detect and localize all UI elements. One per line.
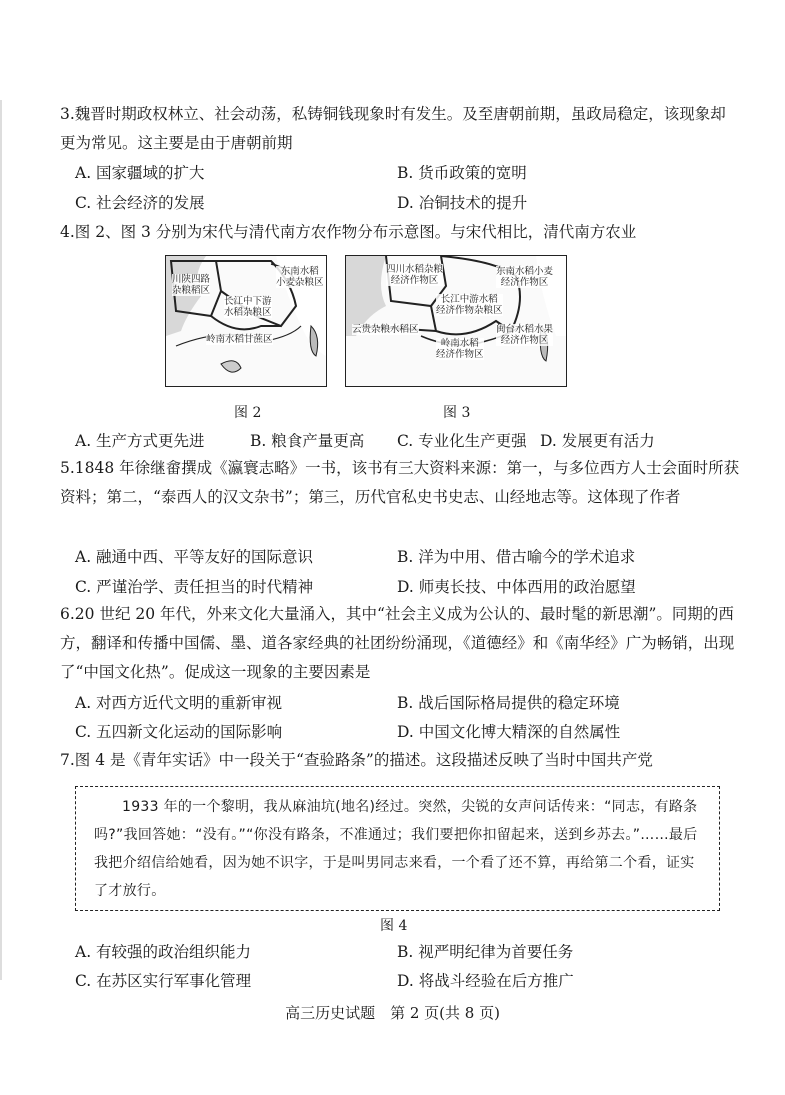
figure-4-quote-text: 1933 年的一个黎明，我从麻油坑(地名)经过。突然，尖锐的女声问话传来：“同志，有路条吗?”我回答她：“没有。”“你没有路条，不准通过；我们要把你扣留起来，送到乡苏去。”……最后我把介绍信给她看，因为她不识字，于是叫男同志来看，一个看了还不算，再给第二个看，证实了才放行。 — [94, 799, 698, 899]
map3-region-2: 东南水稻小麦 经济作物区 — [496, 266, 554, 288]
figure-3-map — [345, 255, 567, 387]
map2-region-2: 东南水稻 小麦杂粮区 — [276, 266, 324, 288]
q4-option-d: D. 发展更有活力 — [540, 432, 655, 450]
map2-region-3: 长江中下游 水稻杂粮区 — [224, 296, 272, 318]
q3-option-b: B. 货币政策的宽明 — [397, 164, 527, 182]
q7-option-b: B. 视严明纪律为首要任务 — [397, 943, 574, 961]
question-6-stem: 6.20 世纪 20 年代，外来文化大量涌入，其中“社会主义成为公认的、最时髦的新思潮”。同期的西方，翻译和传播中国儒、墨、道各家经典的社团纷纷涌现，《道德经》和《南华经》广为畅销，出现了“中国文化热”。促成这一现象的主要因素是 — [60, 605, 735, 681]
q7-option-a: A. 有较强的政治组织能力 — [75, 943, 252, 961]
scan-edge — [0, 100, 2, 980]
figure-2-caption: 图 2 — [234, 405, 262, 421]
q3-option-d: D. 冶铜技术的提升 — [397, 194, 528, 212]
q5-option-c: C. 严谨治学、责任担当的时代精神 — [75, 578, 314, 596]
figure-3-caption: 图 3 — [443, 405, 471, 421]
q5-option-b: B. 洋为中用、借古喻今的学术追求 — [397, 548, 636, 566]
q7-option-d: D. 将战斗经验在后方推广 — [397, 972, 574, 990]
q4-option-b: B. 粮食产量更高 — [250, 432, 365, 450]
q4-option-c: C. 专业化生产更强 — [397, 432, 527, 450]
q4-option-a: A. 生产方式更先进 — [75, 432, 205, 450]
map3-region-6: 闽台水稻水果 经济作物区 — [496, 324, 554, 346]
map3-region-1: 四川水稻杂粮 经济作物区 — [386, 264, 444, 286]
map2-region-1: 川陕四路 杂粮稻区 — [172, 274, 211, 296]
page-footer: 高三历史试题 第 2 页(共 8 页) — [285, 1004, 500, 1022]
map3-region-3: 长江中游水稻 经济作物杂粮区 — [436, 294, 503, 316]
q3-option-c: C. 社会经济的发展 — [75, 194, 205, 212]
question-3-stem: 3.魏晋时期政权林立、社会动荡，私铸铜钱现象时有发生。及至唐朝前期，虽政局稳定，该现象却更为常见。这主要是由于唐朝前期 — [60, 105, 726, 152]
question-7-stem: 7.图 4 是《青年实话》中一段关于“查验路条”的描述。这段描述反映了当时中国共产党 — [60, 751, 653, 769]
q6-option-c: C. 五四新文化运动的国际影响 — [75, 723, 283, 741]
question-4-stem: 4.图 2、图 3 分别为宋代与清代南方农作物分布示意图。与宋代相比，清代南方农业 — [60, 223, 637, 241]
figure-4-caption: 图 4 — [380, 918, 408, 934]
q6-option-a: A. 对西方近代文明的重新审视 — [75, 694, 283, 712]
q6-option-d: D. 中国文化博大精深的自然属性 — [397, 723, 621, 741]
map2-region-4: 岭南水稻甘蔗区 — [206, 334, 273, 345]
q6-option-b: B. 战后国际格局提供的稳定环境 — [397, 694, 620, 712]
q5-option-d: D. 师夷长技、中体西用的政治愿望 — [397, 578, 636, 596]
figure-2-map — [165, 255, 327, 387]
question-5-stem: 5.1848 年徐继畲撰成《瀛寰志略》一书，该书有三大资料来源：第一，与多位西方人士会面时所获资料；第二，“泰西人的汉文杂书”；第三，历代官私史书史志、山经地志等。这体现了作者 — [60, 459, 740, 506]
q5-option-a: A. 融通中西、平等友好的国际意识 — [75, 548, 314, 566]
map3-region-4: 云贵杂粮水稻区 — [352, 324, 419, 335]
q3-option-a: A. 国家疆域的扩大 — [75, 164, 205, 182]
figure-4-quote-box — [75, 786, 720, 911]
map3-region-5: 岭南水稻 经济作物区 — [436, 338, 484, 360]
q7-option-c: C. 在苏区实行军事化管理 — [75, 972, 252, 990]
